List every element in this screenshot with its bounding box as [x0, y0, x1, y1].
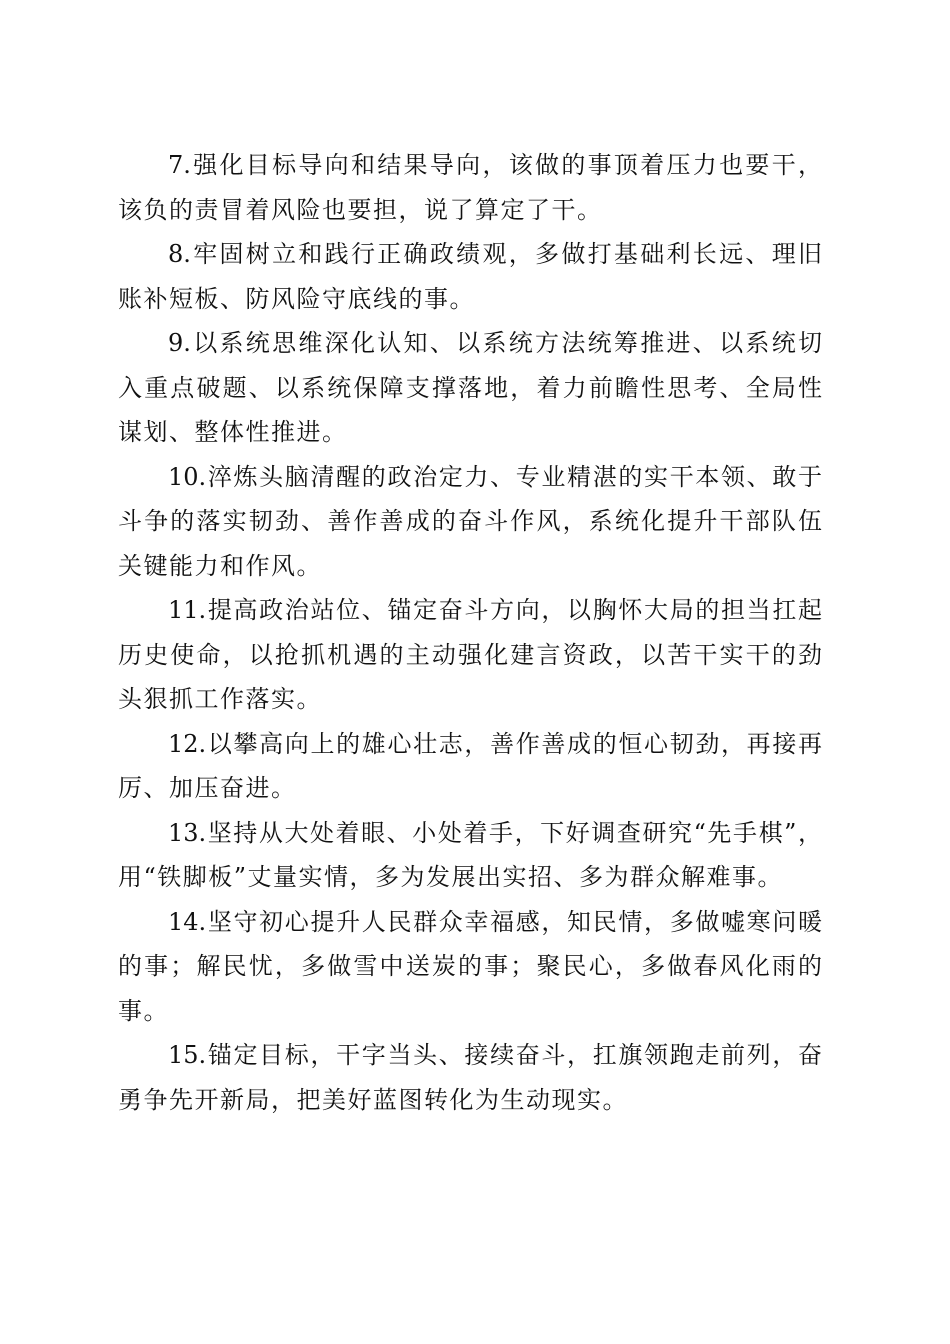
- paragraph-line: 历史使命，以抢抓机遇的主动强化建言资政，以苦干实干的劲: [118, 640, 822, 669]
- paragraph-line: 的事；解民忧，多做雪中送炭的事；聚民心，多做春风化雨的: [118, 952, 822, 980]
- paragraph-line: 7.强化目标导向和结果导向，该做的事顶着压力也要干，: [168, 151, 822, 179]
- paragraph-line: 事。: [118, 996, 169, 1025]
- paragraph-line: 头狠抓工作落实。: [118, 685, 322, 713]
- paragraph-line: 用“铁脚板”丈量实情，多为发展出实招、多为群众解难事。: [118, 863, 784, 891]
- paragraph-9: [118, 321, 822, 455]
- paragraph-line: 9.以系统思维深化认知、以系统方法统筹推进、以系统切: [168, 329, 822, 357]
- paragraph-line: 11.提高政治站位、锚定奋斗方向，以胸怀大局的担当扛起: [168, 596, 822, 624]
- paragraph-line: 13.坚持从大处着眼、小处着手，下好调查研究“先手棋”，: [168, 818, 822, 847]
- paragraph-line: 厉、加压奋进。: [118, 774, 297, 802]
- paragraph-line: 15.锚定目标，干字当头、接续奋斗，扛旗领跑走前列，奋: [168, 1041, 822, 1069]
- paragraph-line: 8.牢固树立和践行正确政绩观，多做打基础利长远、理旧: [168, 240, 822, 268]
- paragraph-10: [118, 455, 822, 589]
- paragraph-11: [118, 588, 822, 722]
- paragraph-line: 关键能力和作风。: [118, 551, 322, 580]
- paragraph-line: 账补短板、防风险守底线的事。: [118, 284, 475, 313]
- paragraph-13: [118, 811, 822, 900]
- paragraph-line: 入重点破题、以系统保障支撑落地，着力前瞻性思考、全局性: [118, 373, 822, 402]
- paragraph-line: 勇争先开新局，把美好蓝图转化为生动现实。: [118, 1085, 628, 1114]
- paragraph-line: 12.以攀高向上的雄心壮志，善作善成的恒心韧劲，再接再: [168, 729, 822, 758]
- paragraph-8: [118, 232, 822, 321]
- paragraph-line: 该负的责冒着风险也要担，说了算定了干。: [118, 195, 603, 224]
- paragraph-line: 斗争的落实韧劲、善作善成的奋斗作风，系统化提升干部队伍: [118, 507, 822, 535]
- paragraph-12: [118, 722, 822, 811]
- paragraph-line: 10.淬炼头脑清醒的政治定力、专业精湛的实干本领、敢于: [168, 462, 822, 491]
- paragraph-line: 14.坚守初心提升人民群众幸福感，知民情，多做嘘寒问暖: [168, 907, 822, 936]
- paragraph-7: [118, 143, 822, 232]
- paragraph-15: [118, 1033, 822, 1122]
- document-body: [118, 143, 822, 1122]
- paragraph-14: [118, 900, 822, 1034]
- paragraph-line: 谋划、整体性推进。: [118, 418, 348, 446]
